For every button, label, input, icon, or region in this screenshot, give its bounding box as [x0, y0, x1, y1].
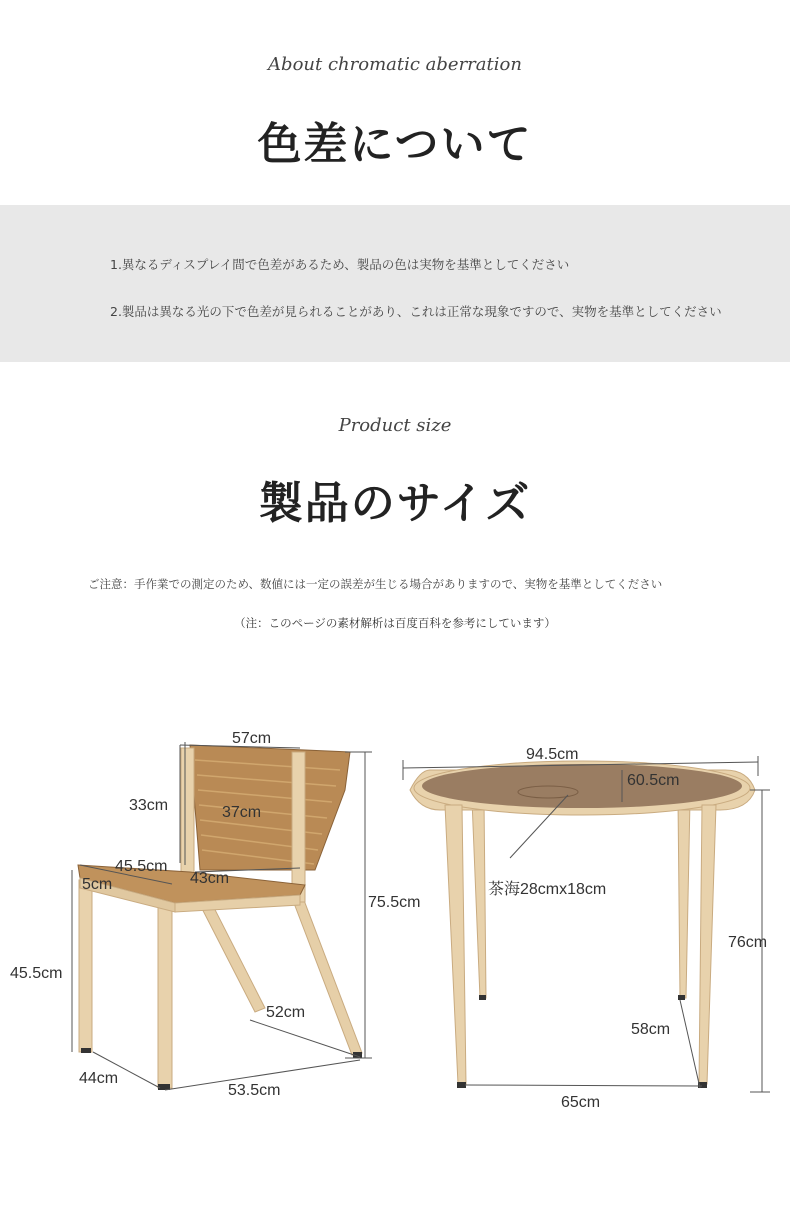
- table-height-label: 76cm: [728, 934, 768, 951]
- size-section-title: 製品のサイズ: [258, 478, 532, 529]
- script-heading-color: About chromatic aberration: [268, 54, 522, 75]
- chair-seat-height-label: 45.5cm: [10, 965, 63, 982]
- table-illustration: [403, 756, 770, 1092]
- chair-top-width-label: 57cm: [232, 730, 272, 747]
- chair-back-width-label: 37cm: [222, 804, 262, 821]
- note-2: 2.製品は異なる光の下で色差が見られることがあり、これは正常な現象ですので、実物を基準としてください: [110, 304, 722, 319]
- script-heading-size: Product size: [338, 415, 452, 436]
- chair-back-height-label: 33cm: [129, 797, 169, 814]
- table-leg-span-label: 65cm: [561, 1094, 601, 1111]
- chair-seat-thickness-label: 5cm: [82, 876, 113, 893]
- tea-tray-label: 茶海28cmx18cm: [488, 881, 607, 898]
- color-section-title: 色差について: [257, 119, 533, 170]
- table-length-label: 94.5cm: [526, 746, 579, 763]
- chair-seat-width-label: 43cm: [190, 870, 230, 887]
- table-leg-depth-label: 58cm: [631, 1021, 671, 1038]
- note-1: 1.異なるディスプレイ間で色差があるため、製品の色は実物を基準としてください: [110, 257, 570, 272]
- remark-text: （注：このページの素材解析は百度百科を参考にしています）: [234, 616, 556, 630]
- chair-base-side-label: 52cm: [266, 1004, 306, 1021]
- chair-illustration: [72, 742, 372, 1090]
- table-width-label: 60.5cm: [627, 772, 680, 789]
- chair-seat-depth-label: 45.5cm: [115, 858, 168, 875]
- chair-base-depth-label: 44cm: [79, 1070, 119, 1087]
- chair-base-width-label: 53.5cm: [228, 1082, 281, 1099]
- chair-total-height-label: 75.5cm: [368, 894, 421, 911]
- caution-text: ご注意：手作業での測定のため、数値には一定の誤差が生じる場合がありますので、実物を基準としてください: [88, 577, 663, 591]
